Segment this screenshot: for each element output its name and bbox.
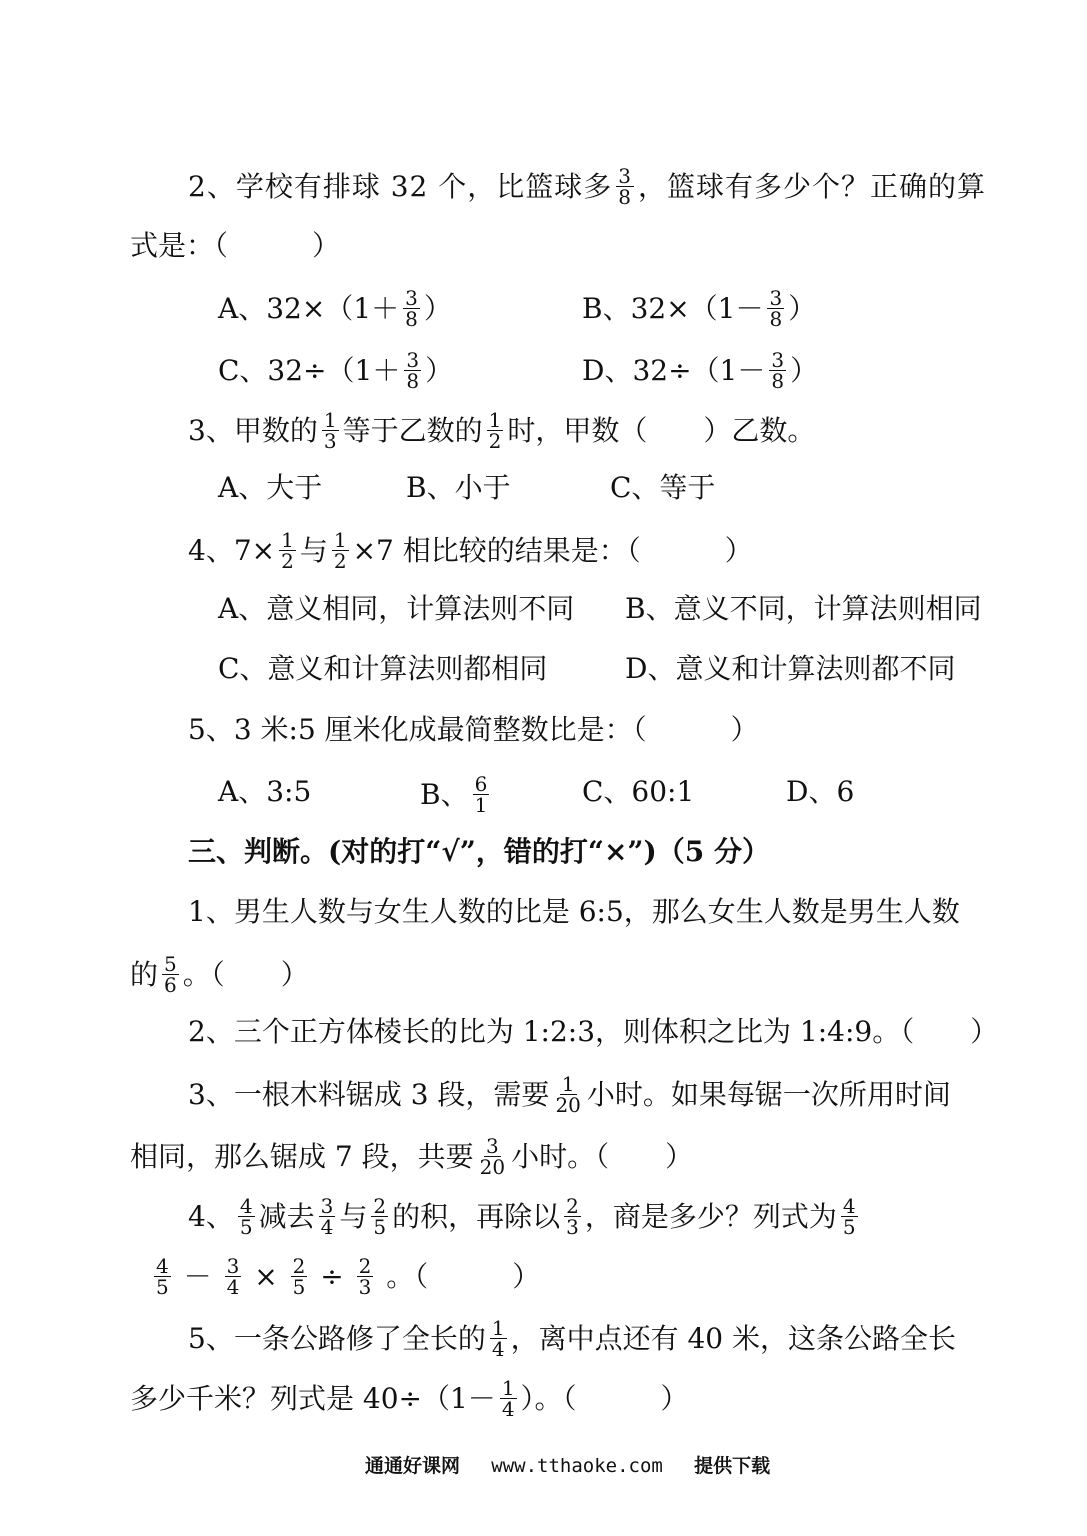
section3-heading: 三、判断。(对的打“√”，错的打“×”)（5 分） [188, 835, 771, 868]
q3-fraction-2: $\frac{1}{2}$ [488, 408, 502, 453]
q5-option-d: D、6 [786, 775, 855, 808]
judge4-expr-fraction-2: $\frac{3}{4}$ [226, 1254, 240, 1299]
judge3-line2: 相同，那么锯成 7 段，共要 $\frac{3}{20}$ 小时。（ ） [130, 1134, 694, 1179]
judge4-fraction-1: $\frac{4}{5}$ [239, 1194, 253, 1239]
judge4-line1: 4、 $\frac{4}{5}$ 减去 $\frac{3}{4}$ 与 $\frac{2}{5}$ 的积，再除以 $\frac{2}{3}$ ，商是多少？列式为 $\frac{4}{5}$ [188, 1194, 856, 1239]
q2-option-c-fraction: $\frac{3}{8}$ [406, 348, 420, 393]
judge1-fraction: $\frac{5}{6}$ [164, 952, 177, 997]
judge3-line1: 3、一根木料锯成 3 段，需要 $\frac{1}{20}$ 小时。如果每锯一次所用时间 [188, 1072, 951, 1117]
q5-option-b: B、 $\frac{6}{1}$ [420, 772, 488, 817]
q2-line2 [130, 230, 340, 262]
q5-option-b-fraction: $\frac{6}{1}$ [474, 772, 488, 817]
judge4-line2: $\frac{4}{5}$ － $\frac{3}{4}$ × $\frac{2}{5}$ ÷ $\frac{2}{3}$ 。（ ） [156, 1254, 541, 1299]
q3-option-c: C、等于 [610, 471, 716, 504]
q3-fraction-1: $\frac{1}{3}$ [323, 408, 337, 453]
judge4-expr-fraction-1: $\frac{4}{5}$ [156, 1254, 169, 1299]
q2-text-b: ，篮球有多少个？正确的算 [637, 170, 986, 203]
q4-option-c: C、意义和计算法则都相同 [218, 652, 548, 685]
q4-fraction-2: $\frac{1}{2}$ [333, 528, 347, 573]
q2-option-b-fraction: $\frac{3}{8}$ [769, 286, 783, 331]
q5-option-c: C、60:1 [582, 775, 695, 808]
q2-continuation: 式是：（ ） [130, 229, 341, 262]
q2-option-d-fraction: $\frac{3}{8}$ [771, 348, 785, 393]
judge4-expr-fraction-4: $\frac{2}{3}$ [358, 1254, 372, 1299]
q5-line: 5、3 米:5 厘米化成最简整数比是：（ ） [188, 713, 759, 746]
q2-option-c: C、32÷（1＋ $\frac{3}{8}$ ） [218, 348, 454, 393]
q2-option-a: A、32×（1＋ $\frac{3}{8}$ ） [218, 286, 452, 331]
q2-text-a: 2、学校有排球 32 个，比篮球多 [188, 170, 613, 203]
footer-note: 提供下载 [694, 1455, 771, 1477]
judge3-fraction-2: $\frac{3}{20}$ [479, 1134, 506, 1179]
q2-line1 [188, 164, 986, 209]
q4-fraction-1: $\frac{1}{2}$ [281, 528, 294, 573]
q4-line: 4、7× $\frac{1}{2}$ 与 $\frac{1}{2}$ ×7 相比较的结果是：（ ） [188, 528, 753, 573]
judge5-line2: 多少千米？列式是 40÷（1－ $\frac{1}{4}$ ）。（ ） [130, 1376, 689, 1421]
judge4-fraction-3: $\frac{2}{5}$ [373, 1194, 387, 1239]
q2-fraction: $\frac{3}{8}$ [618, 164, 632, 209]
judge4-fraction-5: $\frac{4}{5}$ [842, 1194, 856, 1239]
judge4-expr-fraction-3: $\frac{2}{5}$ [292, 1254, 306, 1299]
judge5-fraction-2: $\frac{1}{4}$ [501, 1376, 515, 1421]
q3-option-a: A、大于 [218, 471, 323, 504]
judge4-fraction-2: $\frac{3}{4}$ [320, 1194, 334, 1239]
q4-option-d: D、意义和计算法则都不同 [625, 652, 956, 685]
judge5-line1: 5、一条公路修了全长的 $\frac{1}{4}$ ，离中点还有 40 米，这条公路全长 [188, 1316, 956, 1361]
q2-option-b: B、32×（1－ $\frac{3}{8}$ ） [582, 286, 817, 331]
q2-option-a-fraction: $\frac{3}{8}$ [405, 286, 418, 331]
q5-option-a: A、3:5 [218, 775, 312, 808]
footer-url[interactable]: www.tthaoke.com [491, 1455, 663, 1477]
judge5-fraction-1: $\frac{1}{4}$ [491, 1316, 505, 1361]
q3-line: 3、甲数的 $\frac{1}{3}$ 等于乙数的 $\frac{1}{2}$ 时，甲数（ ）乙数。 [188, 408, 816, 453]
q2-option-d: D、32÷（1－ $\frac{3}{8}$ ） [582, 348, 819, 393]
judge1-line1: 1、男生人数与女生人数的比是 6:5，那么女生人数是男生人数 [188, 895, 960, 928]
judge4-fraction-4: $\frac{2}{3}$ [566, 1194, 579, 1239]
q3-option-b: B、小于 [406, 471, 511, 504]
footer-site-name: 通通好课网 [365, 1455, 461, 1477]
q4-option-a: A、意义相同，计算法则不同 [218, 592, 575, 625]
judge1-line2: 的 $\frac{5}{6}$ 。（ ） [130, 952, 309, 997]
judge3-fraction-1: $\frac{1}{20}$ [555, 1072, 581, 1117]
q4-option-b: B、意义不同，计算法则相同 [625, 592, 982, 625]
judge2-line: 2、三个正方体棱长的比为 1:2:3，则体积之比为 1:4:9。（ ） [188, 1015, 999, 1048]
page-footer [365, 1451, 770, 1478]
